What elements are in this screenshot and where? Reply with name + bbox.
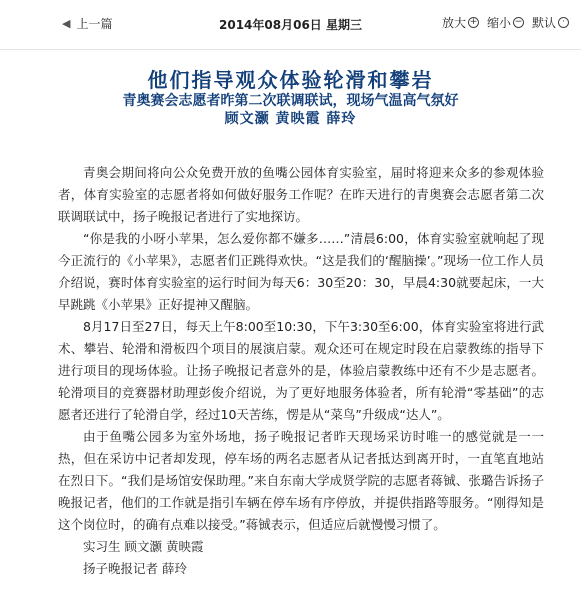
zoom-out-label: 缩小 (486, 16, 511, 30)
default-size-label: 默认 (531, 16, 556, 30)
article-body (58, 162, 544, 580)
triangle-left-icon: ◀ (62, 16, 71, 30)
issue-date: 2014年08月06日 星期三 (219, 18, 362, 32)
default-size-button[interactable] (532, 14, 569, 31)
toolbar (0, 0, 581, 50)
plus-circle-icon: + (469, 17, 478, 27)
zoom-in-label: 放大 (441, 16, 466, 30)
paragraph: 青奥会期间将向公众免费开放的鱼嘴公园体育实验室，届时将迎来众多的参观体验者，体育实验室的志愿者将如何做好服务工作呢？在昨天进行的青奥赛会志愿者第二次联调联试中，扬子晚报记者进行了实地探访。 (58, 165, 544, 224)
minus-circle-icon: − (514, 17, 523, 27)
paragraph: 由于鱼嘴公园多为室外场地，扬子晚报记者昨天现场采访时唯一的感觉就是一一热，但在采访中记者却发现，停车场的两名志愿者从记者抵达到离开时，一直笔直地站在烈日下。“我们是场馆安保助理。”来自东南大学成贤学院的志愿者蒋铖、张璐告诉扬子晚报记者，他们的工作就是指引车辆在停车场有序停放，并提供指路等服务。“刚得知是这个岗位时，的确有点难以接受。”蒋铖表示，但适应后就慢慢习惯了。 (58, 429, 544, 532)
signature-reporter: 扬子晚报记者 薛玲 (83, 561, 187, 576)
zoom-out-button[interactable] (487, 14, 524, 31)
zoom-controls (442, 14, 569, 31)
article-subheadline: 青奥赛会志愿者昨第二次联调联试，现场气温高气氛好 (122, 93, 459, 109)
signature-interns: 实习生 顾文灏 黄映霞 (83, 539, 204, 554)
paragraph: 8月17日至27日，每天上午8:00至10:30，下午3:30至6:00，体育实验室将进行武术、攀岩、轮滑和滑板四个项目的展演启蒙。观众还可在规定时段在启蒙教练的指导下进行项目的现场体验。让扬子晚报记者意外的是，体验启蒙教练中还有不少是志愿者。轮滑项目的竞赛器材助理彭俊介绍说，为了更好地服务体验者，所有轮滑“零基础”的志愿者还进行了轮滑自学，经过10天苦练，愣是从“菜鸟”升级成“达人”。 (58, 319, 544, 422)
previous-article-label: 上一篇 (76, 16, 113, 31)
paragraph: “你是我的小呀小苹果，怎么爱你都不嫌多……”清晨6:00，体育实验室就响起了现今正流行的《小苹果》，志愿者们正跳得欢快。“这是我们的‘醒脑操’。”现场一位工作人员介绍说，赛时体育实验室的运行时间为每天6：30至20：30，早晨4:30就要起床，一大早跳跳《小苹果》正好提神又醒脑。 (58, 231, 544, 312)
article-headline: 他们指导观众体验轮滑和攀岩 (147, 68, 434, 92)
zoom-in-button[interactable] (442, 14, 479, 31)
article-authors: 顾文灏 黄映霞 薛玲 (224, 111, 357, 127)
dot-circle-icon: · (558, 17, 569, 28)
